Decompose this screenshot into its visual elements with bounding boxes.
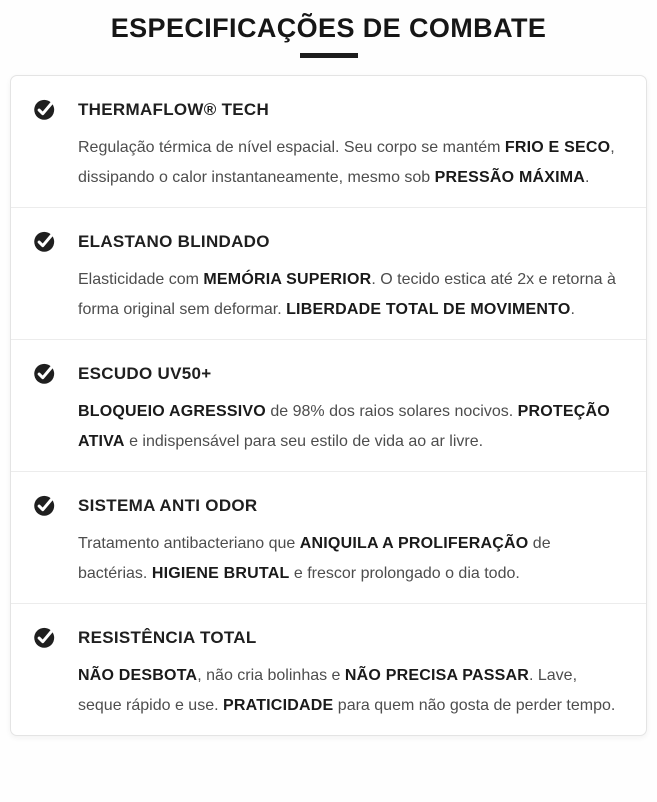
feature-item [11,339,646,471]
feature-header [33,494,622,517]
feature-header [33,362,622,385]
feature-description: Tratamento antibacteriano que ANIQUILA A PROLIFERAÇÃO de bactérias. HIGIENE BRUTAL e frescor prolongado o dia todo. [78,535,551,583]
specs-header [0,0,657,58]
feature-item [11,471,646,603]
feature-item [11,603,646,735]
check-circle-icon [33,98,56,121]
check-circle-icon [33,362,56,385]
check-circle-icon [33,230,56,253]
feature-description: Regulação térmica de nível espacial. Seu corpo se mantém FRIO E SECO, dissipando o calor instantaneamente, mesmo sob PRESSÃO MÁXIMA. [78,139,615,187]
specs-card [10,75,647,736]
feature-description: Elasticidade com MEMÓRIA SUPERIOR. O tecido estica até 2x e retorna à forma original sem deformar. LIBERDADE TOTAL DE MOVIMENTO. [78,271,616,319]
title-underline [300,53,358,58]
feature-title: RESISTÊNCIA TOTAL [78,627,257,647]
feature-item [11,76,646,207]
feature-title: THERMAFLOW® TECH [78,99,270,119]
feature-title: ELASTANO BLINDADO [78,231,270,251]
feature-description: BLOQUEIO AGRESSIVO de 98% dos raios solares nocivos. PROTEÇÃO ATIVA e indispensável para seu estilo de vida ao ar livre. [78,403,610,451]
page-title: ESPECIFICAÇÕES DE COMBATE [110,13,547,43]
feature-title: SISTEMA ANTI ODOR [78,495,258,515]
feature-header [33,626,622,649]
feature-header [33,230,622,253]
feature-list [11,76,646,735]
feature-item [11,207,646,339]
feature-header [33,98,622,121]
feature-description: NÃO DESBOTA, não cria bolinhas e NÃO PRECISA PASSAR. Lave, seque rápido e use. PRATICIDADE para quem não gosta de perder tempo. [78,667,616,715]
feature-title: ESCUDO UV50+ [78,363,212,383]
check-circle-icon [33,494,56,517]
check-circle-icon [33,626,56,649]
